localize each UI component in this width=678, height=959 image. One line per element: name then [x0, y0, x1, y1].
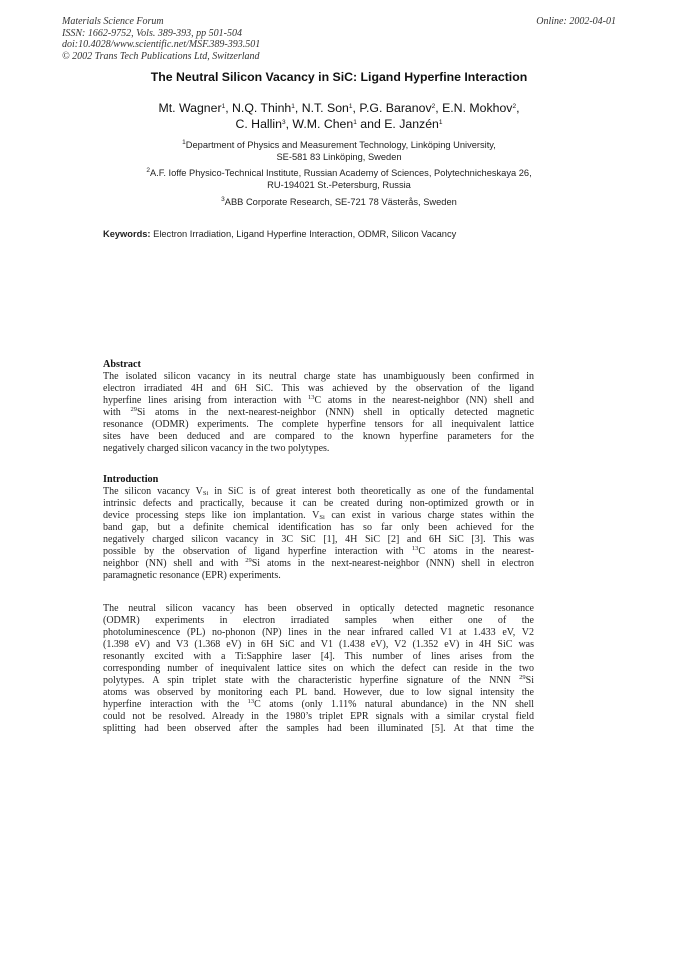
- introduction-heading: Introduction: [103, 474, 159, 485]
- abstract-text: [103, 371, 534, 455]
- author-separator: ,: [516, 101, 520, 115]
- text-line: splitting had been observed after the samples had been illuminated [5]. At that time the: [103, 723, 534, 734]
- affiliation-text: Department of Physics and Measurement Technology, Linköping University,: [185, 140, 496, 150]
- affil-mark: 1: [353, 119, 357, 126]
- journal-header: [62, 16, 260, 62]
- text-line: band gap, but a definite chemical identification has so far only been achieved for the: [103, 522, 534, 533]
- affil-mark: 1: [221, 103, 226, 110]
- text-span: Si atoms in the next-nearest-neighbor (NNN) shell in electron: [251, 558, 534, 569]
- text-line: intrinsic defects and practically, because it can be created during non-optimized growth or in: [103, 498, 534, 509]
- text-line: [103, 558, 534, 570]
- paper-title: The Neutral Silicon Vacancy in SiC: Ligand Hyperfine Interaction: [150, 70, 528, 84]
- text-line: negatively charged silicon vacancy in the two polytypes.: [103, 443, 330, 454]
- isotope-sup: 13: [307, 395, 315, 401]
- subscript: Si: [202, 490, 209, 497]
- affiliation-2: [0, 167, 678, 191]
- text-span: The silicon vacancy V: [103, 486, 203, 497]
- author-name: , N.T. Son: [294, 101, 349, 115]
- isotope-sup: 29: [130, 407, 137, 413]
- author-name: , P.G. Baranov: [352, 101, 432, 115]
- text-line: negatively charged silicon vacancy in 3C SiC [1], 4H SiC [2] and 6H SiC [3]. This was: [103, 534, 534, 545]
- keywords: [103, 229, 456, 239]
- text-span: polytypes. A spin triplet state with the characteristic hyperfine signature of the NNN: [103, 675, 520, 686]
- text-line: atoms was observed by monitoring each PL band. However, due to low signal intensity the: [103, 687, 534, 698]
- text-span: Si: [525, 675, 534, 686]
- text-span: C atoms in the nearest-neighbor (NN) shell and: [314, 395, 534, 406]
- journal-name: Materials Science Forum: [62, 16, 164, 27]
- affiliation-1: [0, 139, 678, 163]
- text-span: device processing steps like ion implantation. V: [103, 510, 320, 521]
- affil-mark: 3: [221, 196, 225, 203]
- keywords-label: Keywords:: [103, 229, 151, 239]
- issn-line: ISSN: 1662-9752, Vols. 389-393, pp 501-504: [62, 27, 242, 39]
- affil-mark: 1: [182, 139, 186, 146]
- affiliation-text: A.F. Ioffe Physico-Technical Institute, Russian Academy of Sciences, Polytechnicheskaya 26,: [149, 168, 532, 178]
- text-span: C atoms (only 1.11% natural abundance) in the NN shell: [254, 699, 534, 710]
- copyright-line: © 2002 Trans Tech Publications Ltd, Switzerland: [62, 50, 260, 62]
- affil-mark: 1: [348, 103, 353, 110]
- text-line: [103, 675, 534, 687]
- author-line-2: [0, 116, 678, 132]
- text-line: (1.398 eV) and V3 (1.368 eV) in 6H SiC and V1 (1.438 eV), V2 (1.352 eV) in 4H SiC was: [103, 639, 534, 650]
- affiliation-3: [0, 196, 678, 208]
- abstract-heading: Abstract: [103, 359, 141, 370]
- intro-paragraph-1: [103, 486, 534, 582]
- affil-mark: 2: [512, 103, 517, 110]
- text-line: [103, 546, 534, 558]
- text-line: [103, 699, 534, 711]
- text-span: C atoms in the nearest-: [418, 546, 534, 557]
- text-line: corresponding number of inequivalent lattice sites on which the defect can reside in the two: [103, 663, 534, 674]
- author-name: , N.Q. Thinh: [225, 101, 292, 115]
- keywords-text: Electron Irradiation, Ligand Hyperfine Interaction, ODMR, Silicon Vacancy: [150, 229, 457, 239]
- text-span: neighbor (NN) shell and with: [103, 558, 246, 569]
- text-line: The neutral silicon vacancy has been observed in optically detected magnetic resonance: [103, 603, 534, 614]
- affil-mark: 2: [431, 103, 436, 110]
- text-span: hyperfine interaction with the: [103, 699, 248, 710]
- subscript: Si: [319, 514, 325, 521]
- isotope-sup: 13: [247, 699, 255, 705]
- author-list: [0, 100, 678, 132]
- text-line: [103, 486, 534, 498]
- affil-mark: 1: [438, 119, 443, 126]
- affiliation-text: RU-194021 St.-Petersburg, Russia: [267, 180, 411, 190]
- affil-mark: 3: [281, 119, 286, 126]
- author-name: C. Hallin: [235, 117, 282, 131]
- text-span: Si atoms in the next-nearest-neighbor (NNN) shell in optically detected magnetic: [137, 407, 534, 418]
- affil-mark: 2: [146, 167, 150, 174]
- doi-link[interactable]: doi:10.4028/www.scientific.net/MSF.389-393.501: [62, 39, 261, 51]
- author-name: and E. Janzén: [356, 117, 439, 131]
- text-line: [103, 395, 534, 407]
- text-line: resonantly excited with a Ti:Sapphire laser [4]. This number of lines arises from the: [103, 651, 534, 662]
- author-line-1: [0, 100, 678, 116]
- text-span: in SiC is of great interest both theoretically as one of the fundamental: [208, 486, 534, 497]
- intro-paragraph-2: [103, 603, 534, 735]
- isotope-sup: 13: [411, 546, 419, 552]
- text-line: [103, 407, 534, 419]
- text-line: electron irradiated 4H and 6H SiC. This was achieved by the observation of the ligand: [103, 383, 534, 394]
- online-date: Online: 2002-04-01: [536, 16, 616, 27]
- text-line: (ODMR) experiments in electron irradiated samples when either one of the: [103, 615, 534, 626]
- isotope-sup: 29: [245, 558, 252, 564]
- text-span: hyperfine lines arising from interaction with: [103, 395, 308, 406]
- text-line: paramagnetic resonance (EPR) experiments.: [103, 570, 281, 581]
- text-line: [103, 510, 534, 522]
- text-line: could not be resolved. Already in the 1980’s triplet EPR signals with a similar crystal field: [103, 711, 534, 722]
- text-span: possible by the observation of ligand hyperfine interaction with: [103, 546, 412, 557]
- affil-mark: 1: [291, 103, 295, 110]
- text-line: sites have been deduced and are compared to the known hyperfine parameters for the: [103, 431, 534, 442]
- affiliation-text: ABB Corporate Research, SE-721 78 Västerås, Sweden: [224, 197, 457, 207]
- author-name: , E.N. Mokhov: [435, 101, 513, 115]
- text-line: The isolated silicon vacancy in its neutral charge state has unambiguously been confirmed in: [103, 371, 534, 382]
- text-line: resonance (ODMR) experiments. The complete hyperfine tensors for all inequivalent lattice: [103, 419, 534, 430]
- author-name: , W.M. Chen: [285, 117, 354, 131]
- isotope-sup: 29: [519, 675, 526, 681]
- text-span: with: [103, 407, 131, 418]
- affiliation-text: SE-581 83 Linköping, Sweden: [276, 152, 402, 162]
- author-name: Mt. Wagner: [158, 101, 222, 115]
- text-span: can exist in various charge states within the: [324, 510, 534, 521]
- text-line: photoluminescence (PL) no-phonon (NP) lines in the near infrared called V1 at 1.433 eV, V2: [103, 627, 534, 638]
